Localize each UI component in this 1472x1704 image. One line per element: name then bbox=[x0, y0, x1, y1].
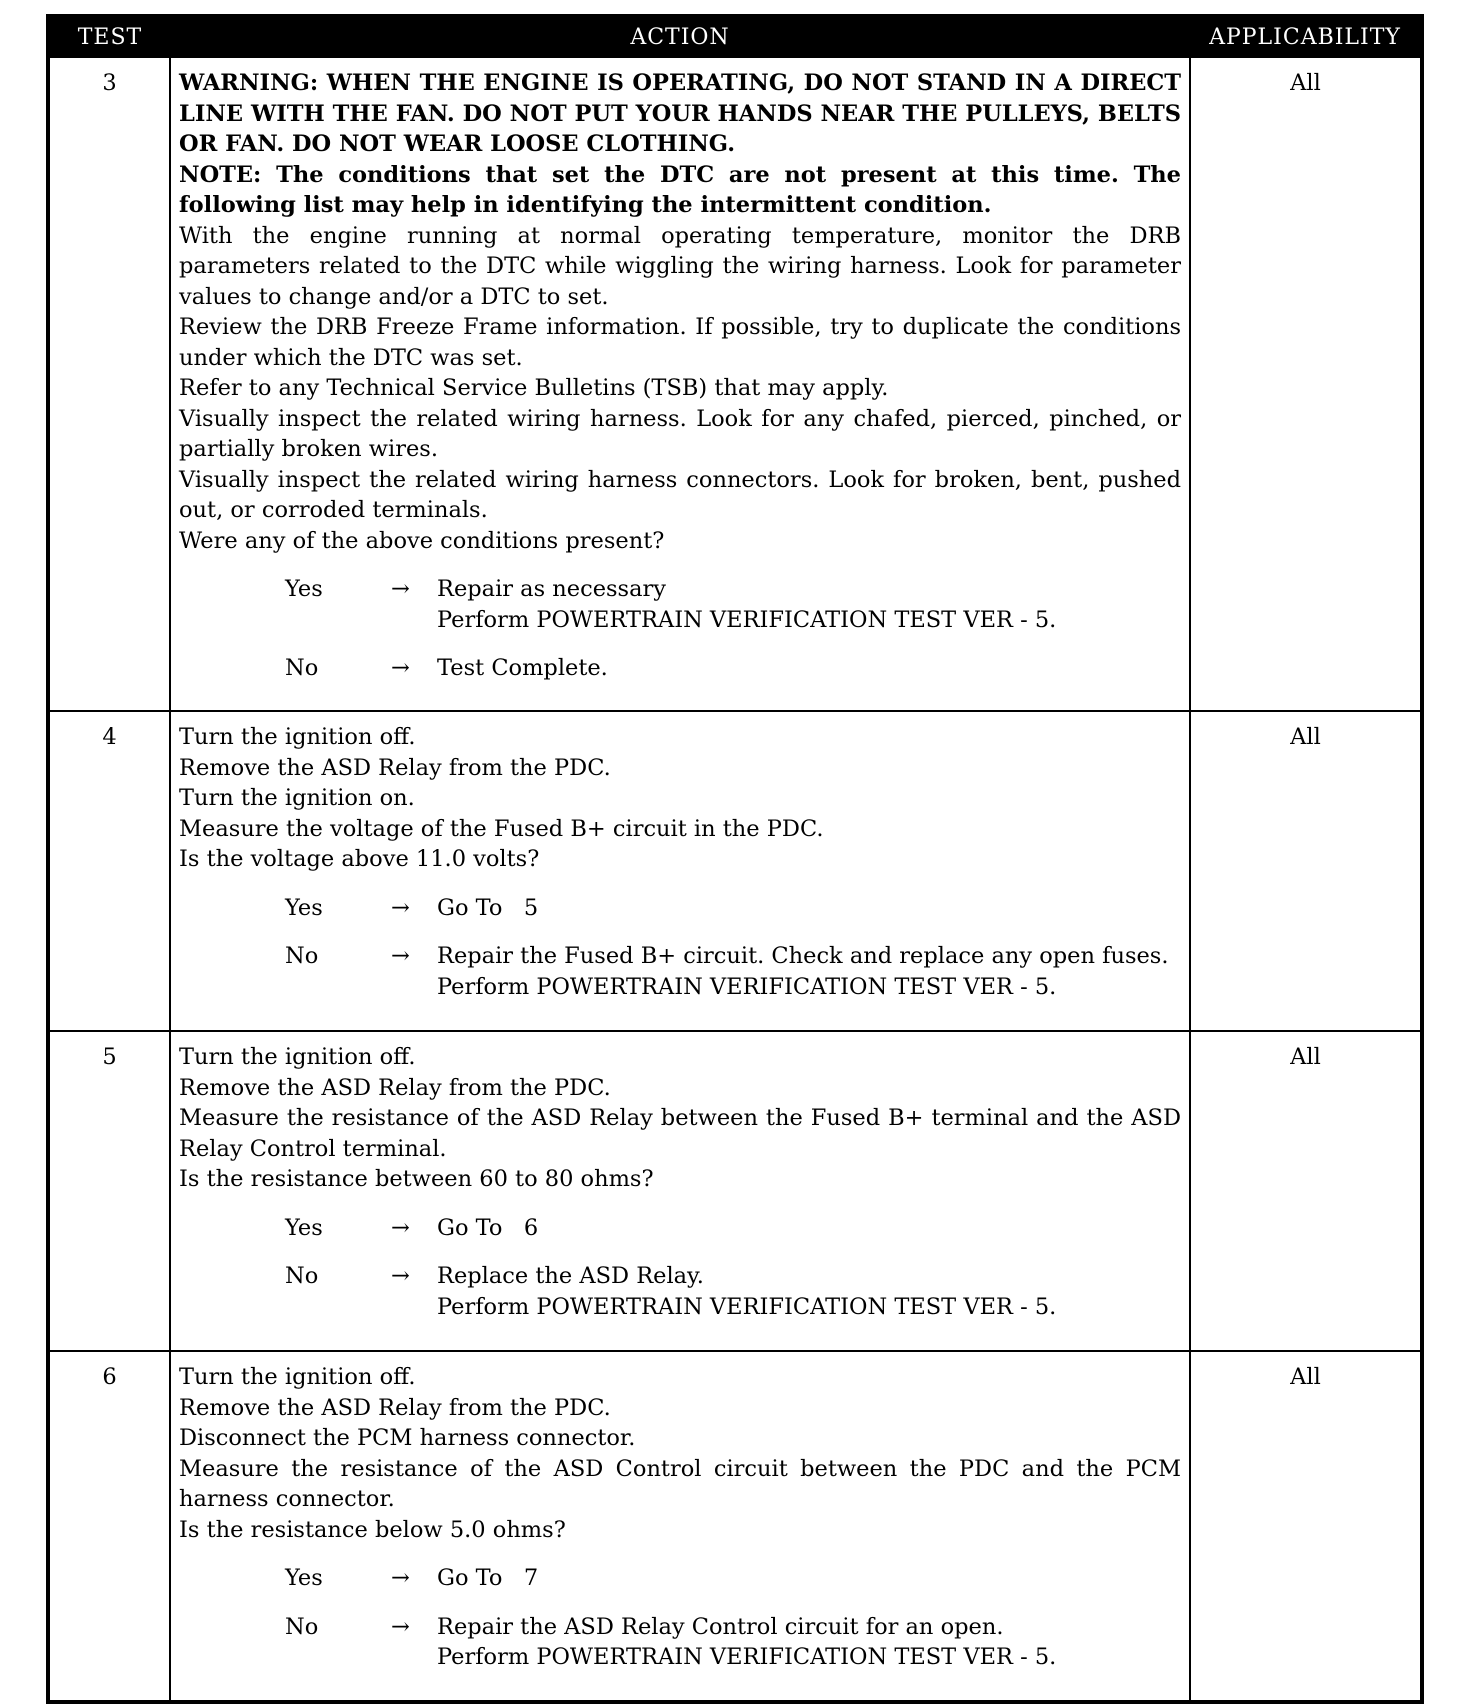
answer-result: Replace the ASD Relay. Perform POWERTRAIN VERIFICATION TEST VER - 5. bbox=[437, 1263, 1057, 1320]
action-cell bbox=[170, 1031, 1190, 1351]
arrow-icon: → bbox=[391, 943, 410, 969]
answer-label: Yes bbox=[285, 894, 323, 921]
answer-label: No bbox=[285, 655, 319, 681]
answer-no bbox=[285, 1612, 1181, 1673]
action-line: Remove the ASD Relay from the PDC. bbox=[179, 1394, 611, 1421]
header-test: TEST bbox=[48, 16, 170, 57]
answer-yes bbox=[285, 1563, 1181, 1594]
arrow-icon: → bbox=[391, 1565, 410, 1591]
answer-result: Repair the Fused B+ circuit. Check and replace any open fuses. Perform POWERTRAIN VERIFICATION TEST VER - 5. bbox=[437, 943, 1169, 1000]
question-line: Is the resistance below 5.0 ohms? bbox=[179, 1516, 566, 1543]
answers bbox=[179, 1563, 1181, 1673]
answer-result: Go To 7 bbox=[437, 1565, 539, 1591]
answer-yes bbox=[285, 574, 1181, 635]
diagnostic-test-table bbox=[46, 14, 1424, 1704]
answer-no bbox=[285, 653, 1181, 684]
question-line: Were any of the above conditions present? bbox=[179, 527, 665, 554]
answer-no bbox=[285, 1261, 1181, 1322]
table-row bbox=[48, 711, 1422, 1031]
action-line: Remove the ASD Relay from the PDC. bbox=[179, 1074, 611, 1101]
answer-label: No bbox=[285, 1613, 319, 1640]
answer-yes bbox=[285, 1213, 1181, 1244]
arrow-icon: → bbox=[391, 655, 410, 681]
action-line: Measure the voltage of the Fused B+ circuit in the PDC. bbox=[179, 815, 824, 842]
answer-label: No bbox=[285, 943, 319, 969]
action-line: Turn the ignition off. bbox=[179, 1364, 416, 1390]
action-line: Review the DRB Freeze Frame information. If possible, try to duplicate the conditions under which the DTC was set. bbox=[179, 314, 1181, 371]
warning-text: WARNING: WHEN THE ENGINE IS OPERATING, DO NOT STAND IN A DIRECT LINE WITH THE FAN. DO NOT PUT YOUR HANDS NEAR THE PULLEYS, BELTS OR FAN. DO NOT WEAR LOOSE CLOTHING. bbox=[179, 70, 1181, 157]
test-number: 6 bbox=[48, 1351, 170, 1702]
action-cell bbox=[170, 711, 1190, 1031]
action-line: Measure the resistance of the ASD Relay between the Fused B+ terminal and the ASD Relay Control terminal. bbox=[179, 1105, 1181, 1162]
action-line: Turn the ignition off. bbox=[179, 1044, 416, 1070]
table-row bbox=[48, 1351, 1422, 1702]
action-line: Visually inspect the related wiring harness connectors. Look for broken, bent, pushed out, or corroded terminals. bbox=[179, 466, 1181, 523]
test-number: 3 bbox=[48, 57, 170, 711]
note-text: NOTE: The conditions that set the DTC are not present at this time. The following list may help in identifying the intermittent condition. bbox=[179, 161, 1181, 218]
answer-result: Test Complete. bbox=[437, 655, 608, 681]
action-line: Turn the ignition on. bbox=[179, 785, 415, 811]
answer-result: Go To 5 bbox=[437, 894, 539, 921]
applicability: All bbox=[1190, 711, 1422, 1031]
answer-result: Go To 6 bbox=[437, 1214, 539, 1241]
header-applicability: APPLICABILITY bbox=[1190, 16, 1422, 57]
arrow-icon: → bbox=[391, 894, 410, 921]
answer-label: No bbox=[285, 1263, 319, 1289]
action-cell bbox=[170, 1351, 1190, 1702]
answers bbox=[179, 574, 1181, 684]
answer-label: Yes bbox=[285, 1214, 323, 1241]
table-row bbox=[48, 57, 1422, 711]
action-cell bbox=[170, 57, 1190, 711]
arrow-icon: → bbox=[391, 1263, 410, 1289]
applicability: All bbox=[1190, 57, 1422, 711]
test-number: 5 bbox=[48, 1031, 170, 1351]
answer-result: Repair the ASD Relay Control circuit for an open. Perform POWERTRAIN VERIFICATION TEST VER - 5. bbox=[437, 1613, 1057, 1670]
action-line: With the engine running at normal operating temperature, monitor the DRB parameters related to the DTC while wiggling the wiring harness. Look for parameter values to change and/or a DTC to set. bbox=[179, 222, 1181, 310]
action-line: Disconnect the PCM harness connector. bbox=[179, 1425, 636, 1451]
arrow-icon: → bbox=[391, 576, 410, 602]
table-row bbox=[48, 1031, 1422, 1351]
action-line: Measure the resistance of the ASD Control circuit between the PDC and the PCM harness connector. bbox=[179, 1455, 1181, 1512]
arrow-icon: → bbox=[391, 1613, 410, 1640]
action-line: Refer to any Technical Service Bulletins (TSB) that may apply. bbox=[179, 375, 889, 401]
header-action: ACTION bbox=[170, 16, 1190, 57]
answer-label: Yes bbox=[285, 576, 323, 602]
action-line: Visually inspect the related wiring harness. Look for any chafed, pierced, pinched, or partially broken wires. bbox=[179, 405, 1181, 462]
arrow-icon: → bbox=[391, 1214, 410, 1241]
answer-label: Yes bbox=[285, 1565, 323, 1591]
answer-no bbox=[285, 941, 1181, 1002]
answer-result: Repair as necessary Perform POWERTRAIN VERIFICATION TEST VER - 5. bbox=[437, 576, 1057, 633]
table-header-row bbox=[48, 16, 1422, 57]
question-line: Is the voltage above 11.0 volts? bbox=[179, 846, 540, 872]
answer-yes bbox=[285, 893, 1181, 924]
answers bbox=[179, 893, 1181, 1003]
applicability: All bbox=[1190, 1031, 1422, 1351]
question-line: Is the resistance between 60 to 80 ohms? bbox=[179, 1166, 654, 1192]
action-line: Turn the ignition off. bbox=[179, 724, 416, 750]
answers bbox=[179, 1213, 1181, 1323]
test-number: 4 bbox=[48, 711, 170, 1031]
applicability: All bbox=[1190, 1351, 1422, 1702]
action-line: Remove the ASD Relay from the PDC. bbox=[179, 754, 611, 781]
